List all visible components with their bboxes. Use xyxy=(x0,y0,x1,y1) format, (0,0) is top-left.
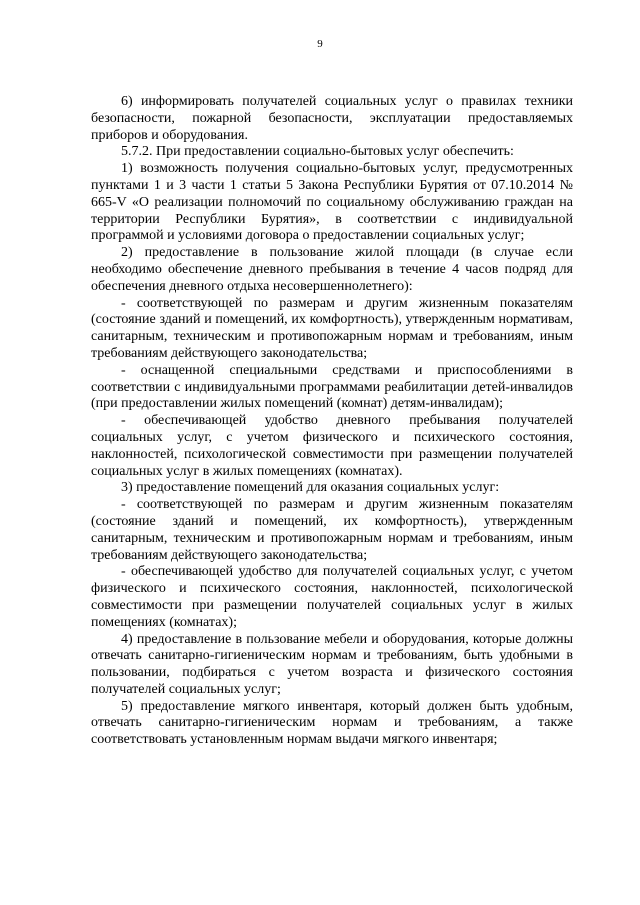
page-number: 9 xyxy=(317,38,323,50)
paragraph-item-3-dash-1: - соответствующей по размерам и другим жизненным показателям (состояние зданий и помещений, их комфортность), утвержденным санитарным, техническим и противопожарным нормам и требованиям, иным требованиям действующего законодательства; xyxy=(91,497,573,563)
paragraph-item-5: 5) предоставление мягкого инвентаря, который должен быть удобным, отвечать санитарно-гигиеническим нормам и требованиям, а также соответствовать установленным нормам выдачи мягкого инвентаря; xyxy=(91,698,573,748)
paragraph-item-2-dash-1: - соответствующей по размерам и другим жизненным показателям (состояние зданий и помещений, их комфортность), утвержденным нормативам, санитарным, техническим и противопожарным нормам и требованиям, иным требованиям действующего законодательства; xyxy=(91,295,573,361)
paragraph-item-4: 4) предоставление в пользование мебели и оборудования, которые должны отвечать санитарно-гигиеническим нормам и требованиям, быть удобными в пользовании, подбираться с учетом возраста и физического состояния получателей социальных услуг; xyxy=(91,631,573,697)
paragraph-item-2-dash-2: - оснащенной специальными средствами и приспособлениями в соответствии с индивидуальными программами реабилитации детей-инвалидов (при предоставлении жилых помещений (комнат) детям-инвалидам); xyxy=(91,362,573,412)
document-body xyxy=(91,94,573,749)
paragraph-item-3: 3) предоставление помещений для оказания социальных услуг: xyxy=(121,480,500,496)
paragraph-item-2: 2) предоставление в пользование жилой площади (в случае если необходимо обеспечение дневного пребывания в течение 4 часов подряд для обеспечения дневного отдыха несовершеннолетнего): xyxy=(91,245,573,294)
paragraph-heading-5-7-2: 5.7.2. При предоставлении социально-бытовых услуг обеспечить: xyxy=(121,144,514,160)
paragraph-item-1: 1) возможность получения социально-бытовых услуг, предусмотренных пунктами 1 и 3 части 1 статьи 5 Закона Республики Бурятия от 07.10.2014 № 665-V «О реализации полномочий по социальному обслуживанию граждан на территории Республики Бурятия», в соответствии с индивидуальной программой и условиями договора о предоставлении социальных услуг; xyxy=(91,161,573,244)
paragraph-item-2-dash-3: - обеспечивающей удобство дневного пребывания получателей социальных услуг, с учетом физического и психического состояния, наклонностей, психологической совместимости при размещении получателей социальных услуг в жилых помещениях (комнатах). xyxy=(91,413,573,479)
paragraph-item-3-dash-2: - обеспечивающей удобство для получателей социальных услуг, с учетом физического и психического состояния, наклонностей, психологической совместимости при размещении получателей социальных услуг в жилых помещениях (комнатах); xyxy=(91,564,573,630)
paragraph-safety-info: 6) информировать получателей социальных услуг о правилах техники безопасности, пожарной безопасности, эксплуатации предоставляемых приборов и оборудования. xyxy=(91,94,573,143)
